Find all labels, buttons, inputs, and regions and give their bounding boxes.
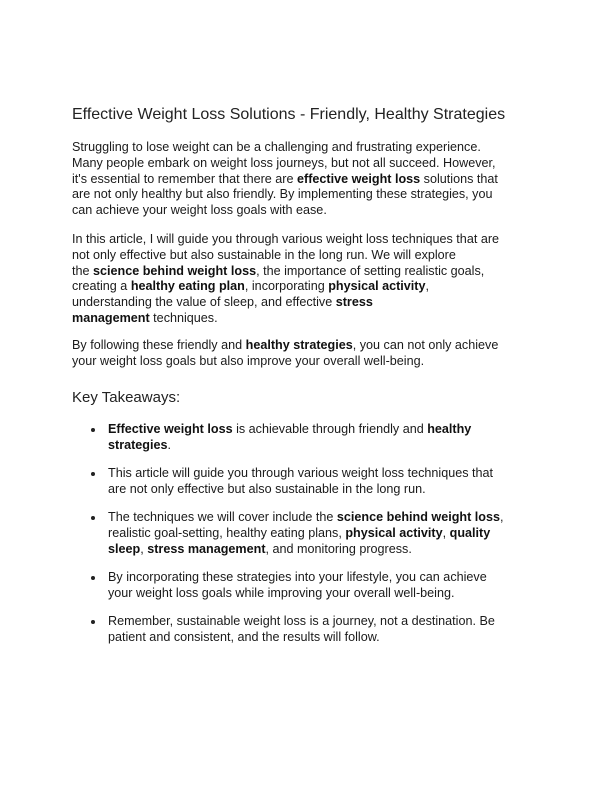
text: the bbox=[72, 263, 94, 278]
text-line bbox=[72, 203, 498, 219]
key-takeaways-heading: Key Takeaways: bbox=[72, 389, 181, 406]
text-line bbox=[72, 172, 498, 188]
text-line bbox=[108, 438, 471, 454]
text: , and monitoring progress. bbox=[265, 541, 412, 556]
bold-text: physical activity bbox=[345, 525, 443, 540]
text: The techniques we will cover include the bbox=[108, 510, 337, 524]
text-line bbox=[72, 311, 499, 327]
text: , you can not only achieve bbox=[352, 338, 499, 352]
text: your weight loss goals while improving your overall well-being. bbox=[108, 585, 455, 600]
text: , the importance of setting realistic goals, bbox=[256, 263, 485, 278]
text-line bbox=[72, 232, 499, 248]
text-line bbox=[108, 510, 503, 526]
bold-text: sleep bbox=[108, 541, 141, 556]
bullet-dot-icon bbox=[91, 516, 95, 520]
bold-text: healthy eating plan bbox=[130, 279, 245, 294]
text-line bbox=[72, 354, 498, 370]
text: This article will guide you through various weight loss techniques that bbox=[108, 466, 494, 480]
bold-text: science behind weight loss bbox=[93, 263, 257, 278]
text: realistic goal-setting, healthy eating plans, bbox=[108, 525, 346, 540]
text: understanding the value of sleep, and effective bbox=[72, 295, 336, 310]
bold-text: strategies bbox=[108, 437, 168, 452]
text: In this article, I will guide you through various weight loss techniques that are bbox=[72, 232, 500, 246]
text: are not only effective but also sustainable in the long run. bbox=[108, 481, 426, 496]
text-line bbox=[72, 156, 498, 172]
text-line bbox=[108, 542, 503, 558]
article-overview-paragraph bbox=[72, 232, 499, 327]
text: it's essential to remember that there are bbox=[72, 171, 297, 186]
bullet-dot-icon bbox=[91, 620, 95, 624]
bold-text: physical activity bbox=[328, 279, 426, 294]
text-line bbox=[72, 140, 498, 156]
bold-text: stress bbox=[335, 295, 373, 310]
bold-text: stress management bbox=[147, 541, 266, 556]
intro-paragraph bbox=[72, 140, 498, 219]
text: , bbox=[140, 541, 148, 556]
bold-text: science behind weight loss bbox=[336, 510, 500, 524]
bold-text: healthy strategies bbox=[245, 338, 353, 352]
text-line bbox=[108, 630, 495, 646]
bold-text: healthy bbox=[427, 422, 472, 436]
closing-intro-paragraph bbox=[72, 338, 498, 370]
bold-text: quality bbox=[449, 525, 491, 540]
text: , bbox=[499, 510, 504, 524]
bold-text: Effective weight loss bbox=[108, 422, 233, 436]
text-line bbox=[108, 586, 487, 602]
text-line bbox=[72, 295, 499, 311]
bullet-item bbox=[108, 570, 487, 602]
bullet-item bbox=[108, 614, 495, 646]
text: By incorporating these strategies into your lifestyle, you can achieve bbox=[108, 570, 487, 584]
text-line bbox=[72, 248, 499, 264]
bullet-item bbox=[108, 510, 503, 557]
text: techniques. bbox=[149, 310, 218, 325]
text-line bbox=[72, 279, 499, 295]
text: Remember, sustainable weight loss is a journey, not a destination. Be bbox=[108, 614, 495, 628]
text: . bbox=[167, 437, 172, 452]
text-line bbox=[108, 570, 487, 586]
text: By following these friendly and bbox=[72, 338, 246, 352]
text: Many people embark on weight loss journeys, but not all succeed. However, bbox=[72, 155, 496, 170]
text-line bbox=[108, 482, 493, 498]
text-line bbox=[72, 264, 499, 280]
text: can achieve your weight loss goals with ease. bbox=[72, 203, 327, 218]
text: , bbox=[442, 525, 450, 540]
bold-text: effective weight loss bbox=[297, 171, 421, 186]
text: solutions that bbox=[420, 171, 498, 186]
bold-text: management bbox=[72, 310, 150, 325]
text-line bbox=[108, 422, 471, 438]
bullet-dot-icon bbox=[91, 576, 95, 580]
text-line bbox=[72, 187, 498, 203]
text-line bbox=[108, 614, 495, 630]
bullet-item bbox=[108, 466, 493, 498]
text-line bbox=[108, 526, 503, 542]
text: are not only healthy but also friendly. By implementing these strategies, you bbox=[72, 187, 493, 202]
text: patient and consistent, and the results will follow. bbox=[108, 629, 380, 644]
text: Struggling to lose weight can be a challenging and frustrating experience. bbox=[72, 140, 481, 154]
text: , bbox=[425, 279, 430, 294]
text: creating a bbox=[72, 279, 131, 294]
text: , incorporating bbox=[244, 279, 329, 294]
text: is achievable through friendly and bbox=[232, 422, 428, 436]
document-title: Effective Weight Loss Solutions - Friendly, Healthy Strategies bbox=[72, 106, 506, 123]
bullet-item bbox=[108, 422, 471, 454]
text-line bbox=[108, 466, 493, 482]
text: not only effective but also sustainable in the long run. We will explore bbox=[72, 247, 456, 262]
bullet-dot-icon bbox=[91, 472, 95, 476]
bullet-dot-icon bbox=[91, 428, 95, 432]
text: your weight loss goals but also improve your overall well-being. bbox=[72, 353, 425, 368]
text-line bbox=[72, 338, 498, 354]
